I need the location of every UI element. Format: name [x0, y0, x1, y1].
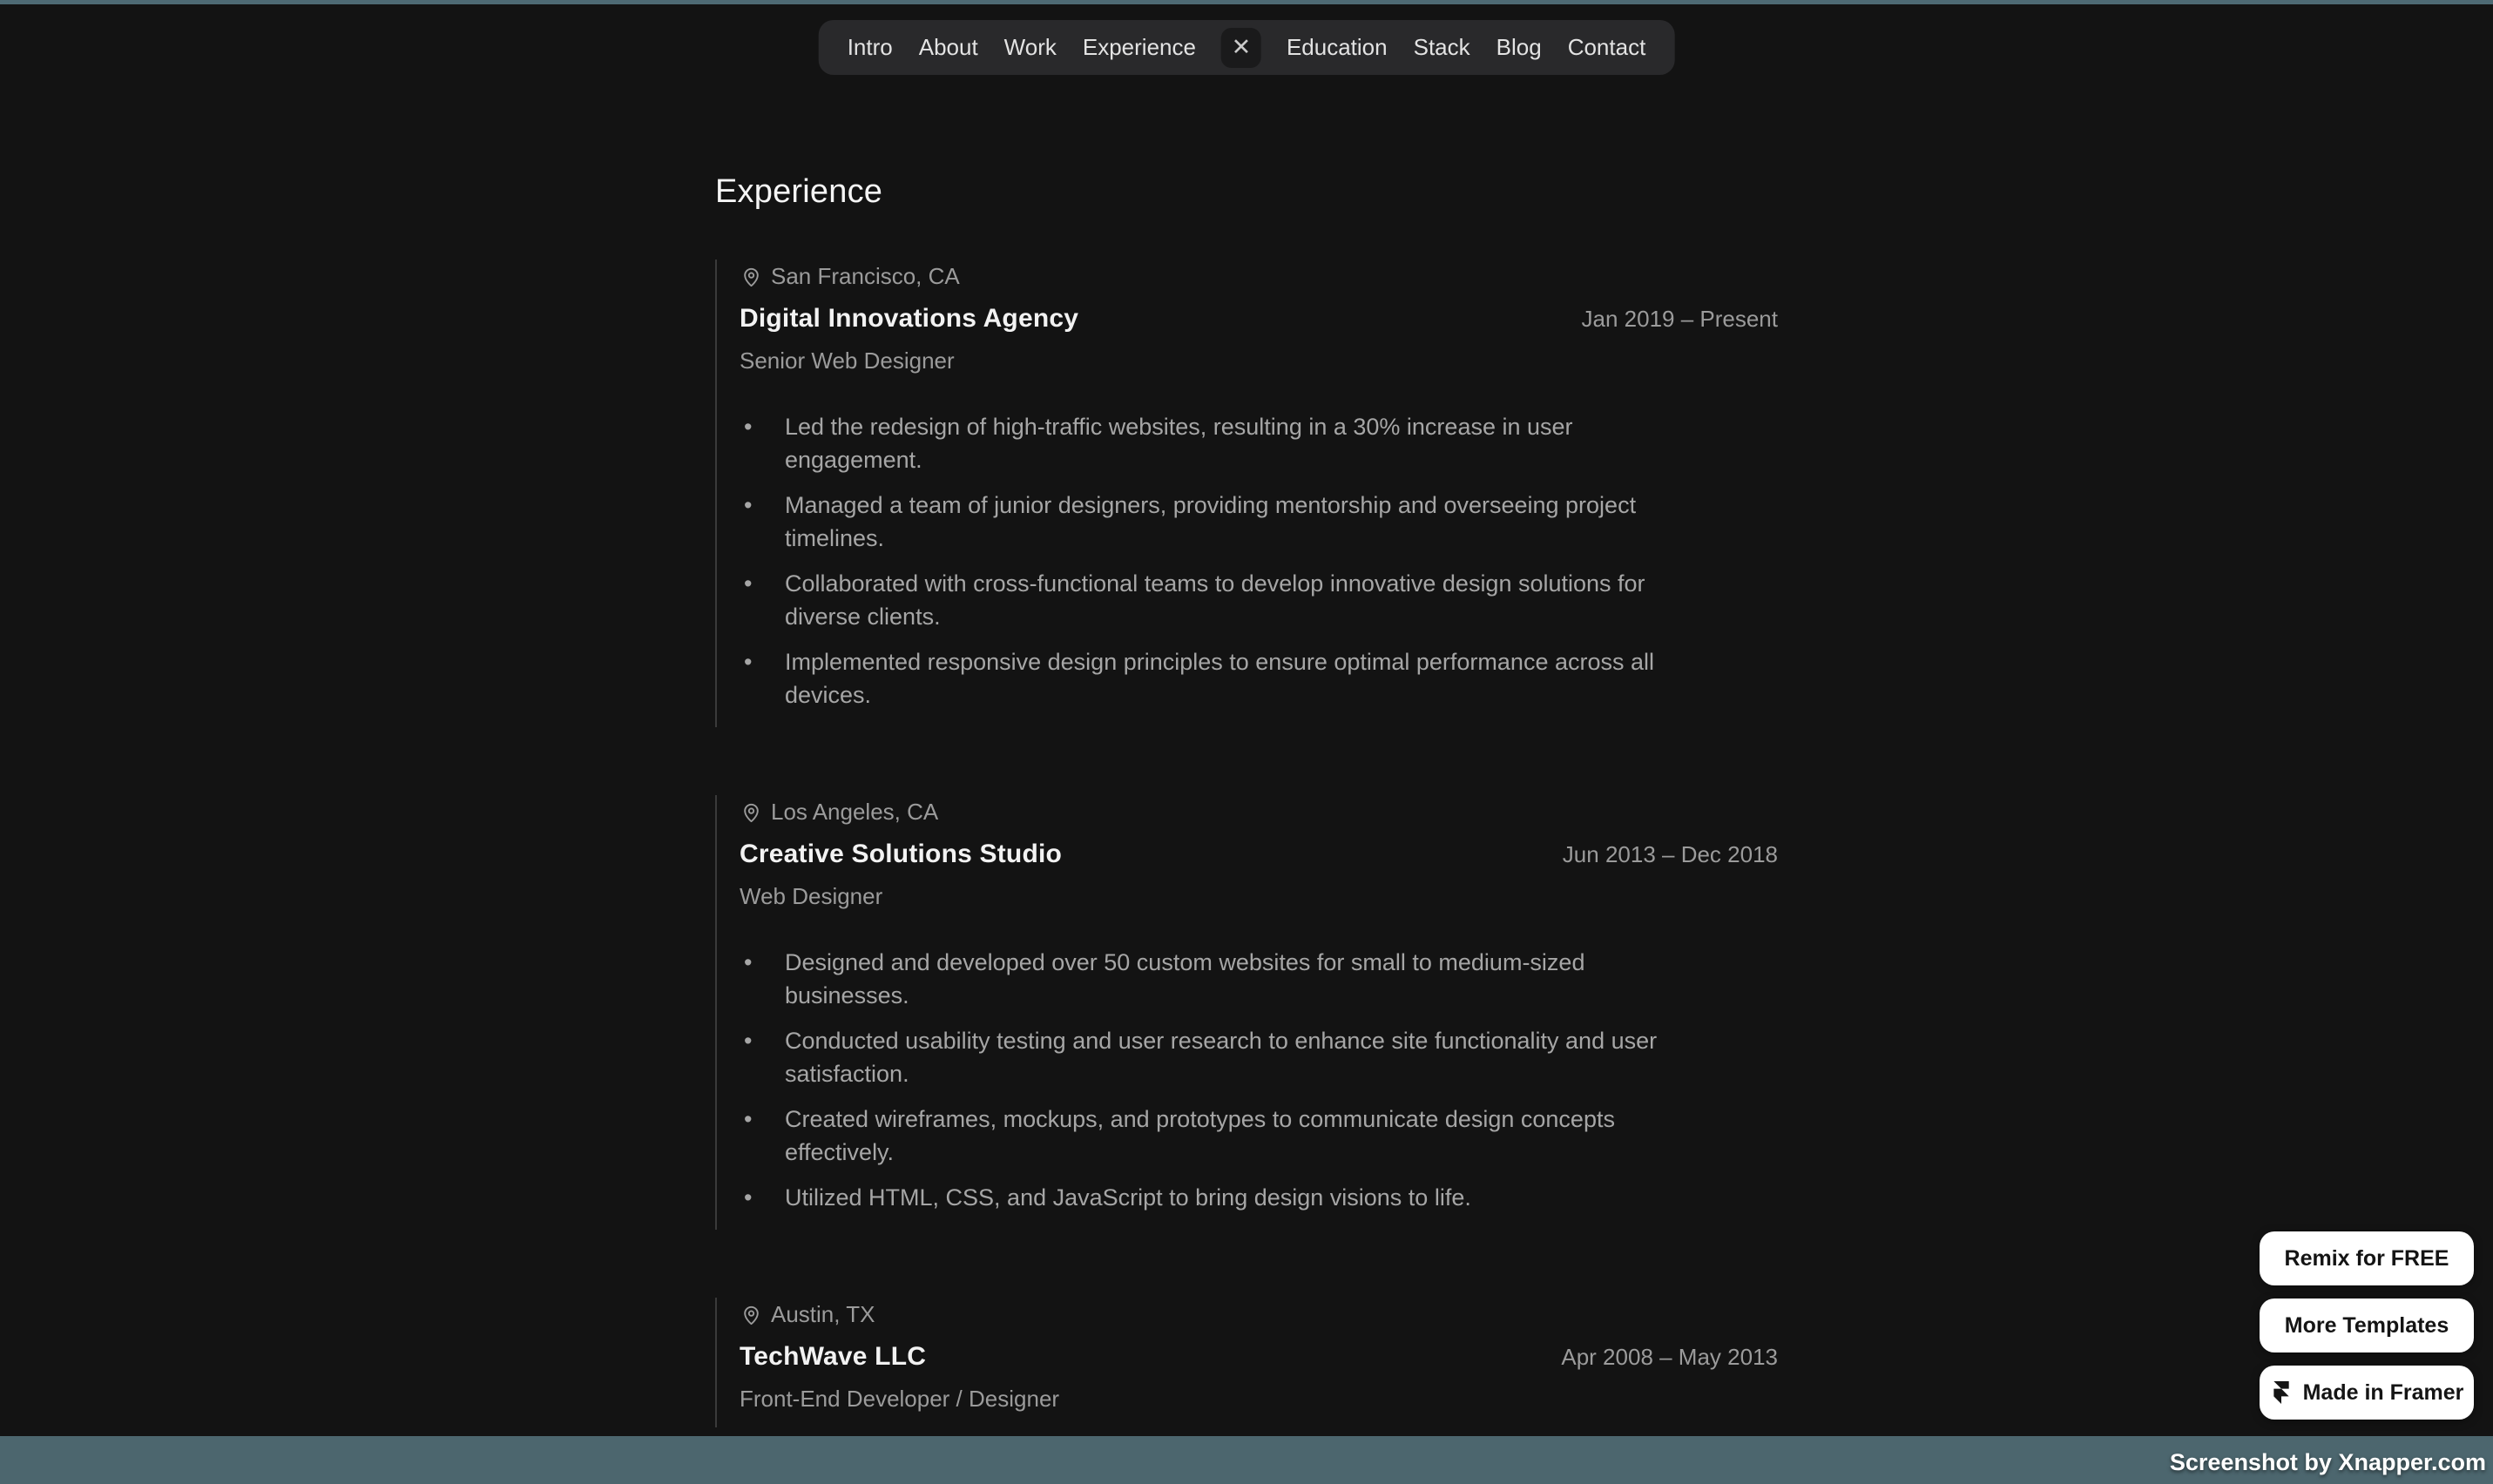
location-text: San Francisco, CA [771, 263, 960, 289]
navbar [819, 20, 1675, 75]
nav-item-blog[interactable]: Blog [1496, 34, 1542, 60]
nav-item-experience[interactable]: Experience [1082, 34, 1196, 60]
job-title: Web Designer [740, 883, 883, 909]
entry-location [740, 263, 1778, 289]
bullet-list [740, 410, 1778, 712]
job-title: Senior Web Designer [740, 347, 955, 374]
location-text: Los Angeles, CA [771, 799, 939, 825]
entry-location [740, 1301, 1778, 1327]
nav-item-intro[interactable]: Intro [847, 34, 893, 60]
more-templates-label: More Templates [2284, 1312, 2449, 1338]
location-text: Austin, TX [771, 1301, 875, 1327]
bullet-item: • Led the redesign of high-traffic websites, resulting in a 30% increase in user engagement. [740, 410, 1706, 476]
nav-item-stack[interactable]: Stack [1413, 34, 1470, 60]
date-range: Jan 2019 – Present [1581, 306, 1778, 332]
location-pin-icon [740, 800, 763, 824]
made-in-framer-label: Made in Framer [2302, 1379, 2464, 1405]
bullet-list [740, 946, 1778, 1214]
nav-item-contact[interactable]: Contact [1567, 34, 1646, 60]
location-pin-icon [740, 1303, 763, 1326]
company-name: Creative Solutions Studio [740, 840, 1063, 868]
bullet-item: • Conducted usability testing and user research to enhance site functionality and user satisfaction. [740, 1024, 1706, 1090]
watermark-text: Screenshot by Xnapper.com [2169, 1449, 2486, 1475]
remix-for-free-button[interactable] [2260, 1231, 2474, 1285]
date-range: Apr 2008 – May 2013 [1561, 1344, 1778, 1370]
nav-close-button[interactable] [1221, 28, 1261, 68]
experience-entry [715, 260, 1778, 727]
job-title: Front-End Developer / Designer [740, 1386, 1060, 1412]
framer-logo-icon [2270, 1381, 2293, 1404]
company-row [740, 839, 1778, 870]
bullet-item: • Created wireframes, mockups, and prototypes to communicate design concepts effectively. [740, 1103, 1706, 1169]
watermark-bar [0, 1436, 2493, 1484]
nav-item-work[interactable]: Work [1003, 34, 1057, 60]
company-row [740, 1341, 1778, 1373]
bullet-item: • Utilized HTML, CSS, and JavaScript to bring design visions to life. [740, 1181, 1706, 1214]
company-row [740, 303, 1778, 334]
top-accent-line [0, 0, 2493, 4]
bullet-item: • Managed a team of junior designers, providing mentorship and overseeing project timelines. [740, 489, 1706, 555]
experience-entry [715, 1298, 1778, 1427]
made-in-framer-button[interactable] [2260, 1366, 2474, 1420]
bullet-item: • Designed and developed over 50 custom websites for small to medium-sized businesses. [740, 946, 1706, 1012]
remix-button-label: Remix for FREE [2284, 1245, 2449, 1271]
close-icon: ✕ [1231, 34, 1252, 60]
entry-list [715, 260, 1778, 1427]
cta-stack [2260, 1231, 2474, 1420]
nav-item-education[interactable]: Education [1286, 34, 1388, 60]
bullet-item: • Collaborated with cross-functional teams to develop innovative design solutions for diverse clients. [740, 567, 1706, 633]
company-name: TechWave LLC [740, 1342, 927, 1371]
bullet-item: • Implemented responsive design principles to ensure optimal performance across all devices. [740, 645, 1706, 712]
location-pin-icon [740, 265, 763, 288]
experience-entry [715, 795, 1778, 1230]
date-range: Jun 2013 – Dec 2018 [1562, 841, 1778, 867]
nav-item-about[interactable]: About [918, 34, 978, 60]
entry-location [740, 799, 1778, 825]
more-templates-button[interactable] [2260, 1298, 2474, 1352]
section-title: Experience [715, 173, 883, 210]
company-name: Digital Innovations Agency [740, 304, 1079, 333]
experience-section [715, 0, 1778, 1427]
